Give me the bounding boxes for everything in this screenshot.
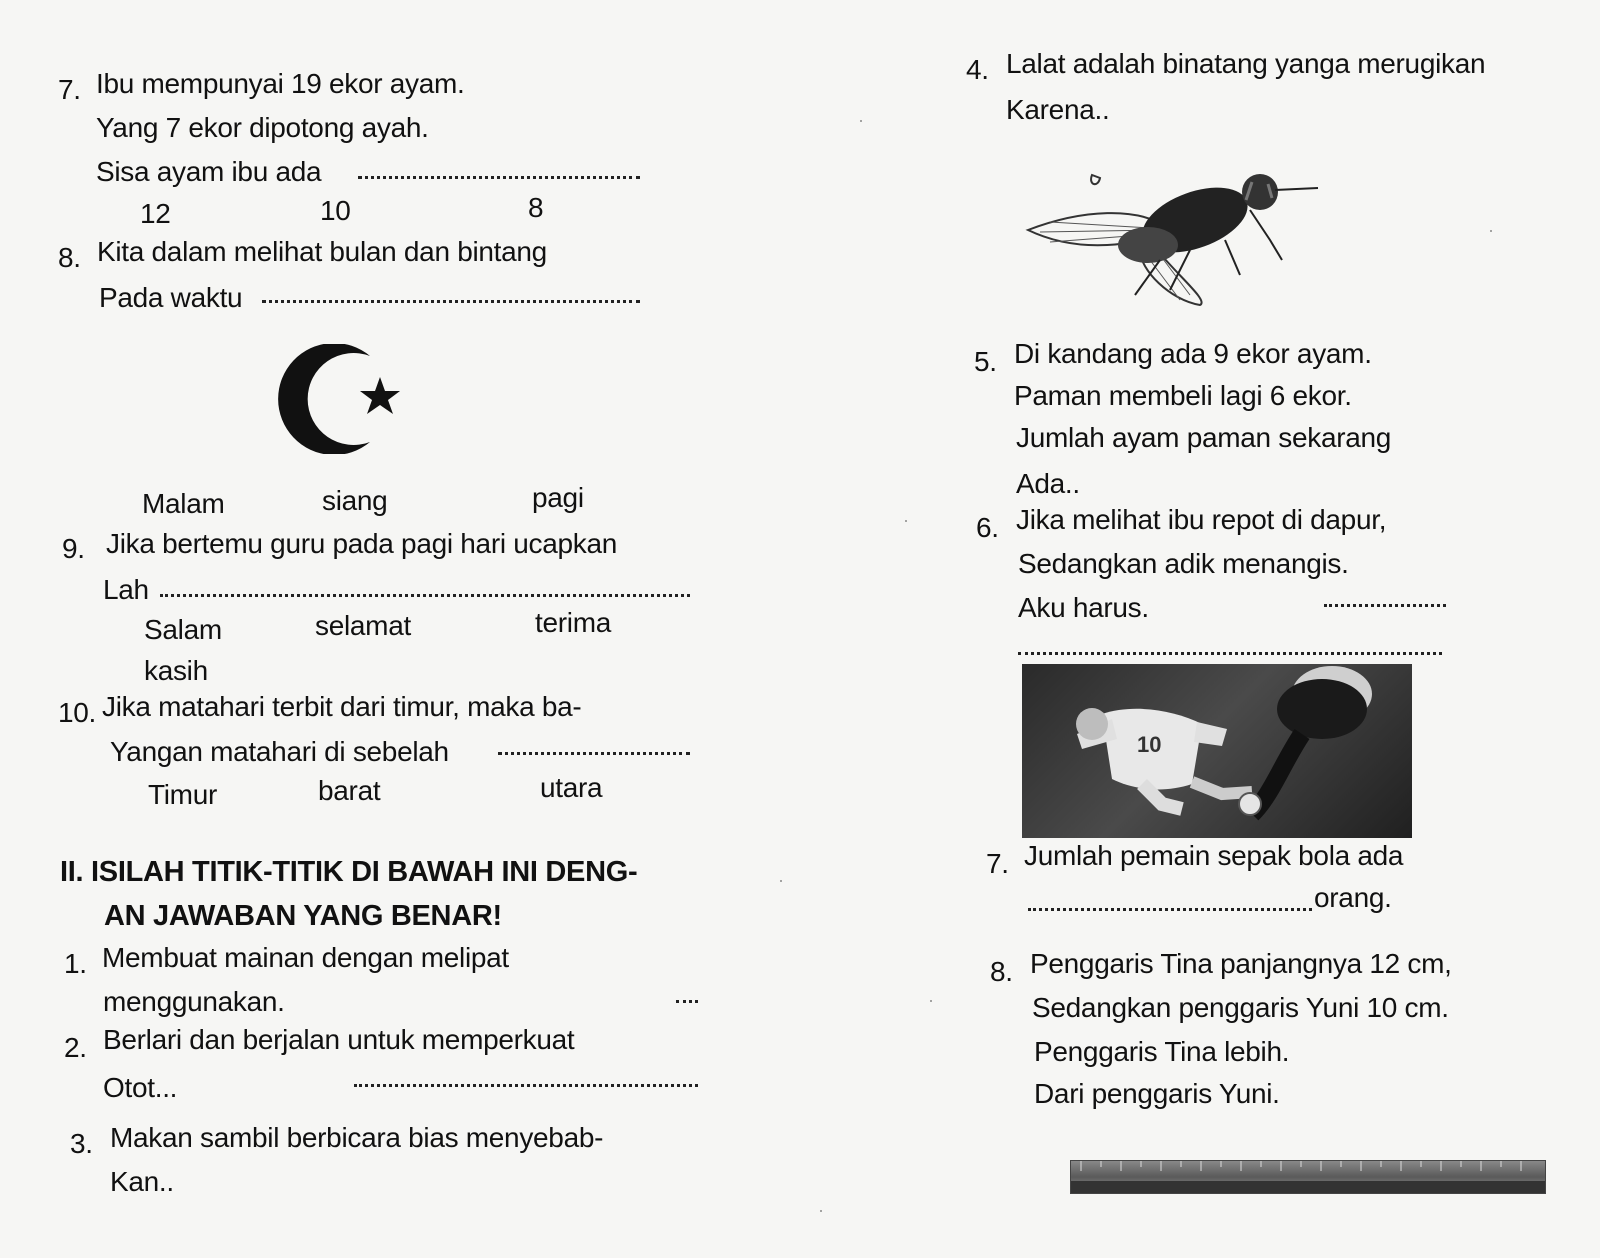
question-number: 5. bbox=[974, 346, 997, 377]
answer-blank[interactable] bbox=[1028, 908, 1312, 911]
answer-blank[interactable] bbox=[676, 1000, 698, 1003]
question-number: 2. bbox=[64, 1032, 87, 1063]
question-text: Ibu mempunyai 19 ekor ayam. bbox=[96, 68, 465, 99]
question-text: Berlari dan berjalan untuk memperkuat bbox=[103, 1024, 575, 1055]
answer-blank[interactable] bbox=[262, 300, 640, 303]
question-text: Otot... bbox=[103, 1072, 178, 1103]
question-number: 7. bbox=[986, 848, 1009, 879]
answer-option: 12 bbox=[140, 198, 171, 229]
answer-option: barat bbox=[318, 775, 381, 806]
question-text: Yang 7 ekor dipotong ayah. bbox=[96, 112, 429, 143]
question-text: Jumlah ayam paman sekarang bbox=[1016, 422, 1392, 453]
question-text: Dari penggaris Yuni. bbox=[1034, 1078, 1280, 1109]
question-number: 8. bbox=[990, 956, 1013, 987]
section-heading: II. ISILAH TITIK-TITIK DI BAWAH INI DENG- bbox=[60, 856, 638, 888]
question-text: Jika melihat ibu repot di dapur, bbox=[1016, 504, 1387, 535]
housefly-illustration bbox=[1020, 160, 1330, 310]
ruler-illustration bbox=[1070, 1160, 1546, 1194]
answer-option: Salam bbox=[144, 614, 222, 645]
question-number: 7. bbox=[58, 74, 81, 105]
question-text: Di kandang ada 9 ekor ayam. bbox=[1014, 338, 1372, 369]
question-number: 6. bbox=[976, 512, 999, 543]
question-text: Membuat mainan dengan melipat bbox=[102, 942, 509, 973]
answer-option: utara bbox=[540, 772, 603, 803]
question-text: Aku harus. bbox=[1018, 592, 1149, 623]
question-text: Pada waktu bbox=[99, 282, 243, 313]
question-text: Lalat adalah binatang yanga merugikan bbox=[1006, 48, 1486, 79]
answer-blank[interactable] bbox=[1018, 652, 1442, 655]
scan-speck bbox=[905, 520, 907, 522]
soccer-players-photo bbox=[1022, 664, 1412, 838]
answer-option: 10 bbox=[320, 195, 351, 226]
question-text: Makan sambil berbicara bias menyebab- bbox=[110, 1122, 604, 1153]
question-text: menggunakan. bbox=[103, 986, 285, 1017]
answer-option: pagi bbox=[532, 482, 584, 513]
question-text: Lah bbox=[103, 574, 149, 605]
question-text: Kita dalam melihat bulan dan bintang bbox=[97, 236, 547, 267]
question-text: Penggaris Tina panjangnya 12 cm, bbox=[1030, 948, 1452, 979]
answer-option: 8 bbox=[528, 192, 544, 223]
question-number: 8. bbox=[58, 242, 81, 273]
question-text: Sedangkan adik menangis. bbox=[1018, 548, 1349, 579]
question-text: Sedangkan penggaris Yuni 10 cm. bbox=[1032, 992, 1449, 1023]
section-heading: AN JAWABAN YANG BENAR! bbox=[104, 900, 502, 932]
answer-option: selamat bbox=[315, 610, 411, 641]
answer-blank[interactable] bbox=[354, 1084, 698, 1087]
jersey-number: 10 bbox=[1137, 732, 1162, 757]
scan-speck bbox=[860, 120, 862, 122]
question-number: 1. bbox=[64, 948, 87, 979]
answer-option: Malam bbox=[142, 488, 225, 519]
answer-blank[interactable] bbox=[498, 752, 690, 755]
answer-option: Timur bbox=[148, 779, 218, 810]
answer-option: siang bbox=[322, 485, 388, 516]
question-number: 10. bbox=[58, 697, 97, 728]
ruler-ticks bbox=[1071, 1161, 1545, 1193]
question-text: Karena.. bbox=[1006, 94, 1110, 125]
answer-blank[interactable] bbox=[1324, 604, 1446, 607]
question-number: 3. bbox=[70, 1128, 93, 1159]
answer-option-wrap: kasih bbox=[144, 655, 208, 686]
scan-speck bbox=[820, 1210, 822, 1212]
question-text: Sisa ayam ibu ada bbox=[96, 156, 322, 187]
question-text: Paman membeli lagi 6 ekor. bbox=[1014, 380, 1352, 411]
crescent-moon-star-icon bbox=[230, 344, 420, 454]
answer-blank[interactable] bbox=[160, 594, 690, 597]
answer-blank[interactable] bbox=[358, 176, 640, 179]
scan-speck bbox=[780, 880, 782, 882]
scan-speck bbox=[1490, 230, 1492, 232]
question-text: Penggaris Tina lebih. bbox=[1034, 1036, 1290, 1067]
question-text: Jika matahari terbit dari timur, maka ba- bbox=[102, 691, 582, 722]
question-text: Jumlah pemain sepak bola ada bbox=[1024, 840, 1404, 871]
answer-option: terima bbox=[535, 607, 611, 638]
question-text: Yangan matahari di sebelah bbox=[110, 736, 449, 767]
question-text: Kan.. bbox=[110, 1166, 174, 1197]
question-number: 9. bbox=[62, 533, 85, 564]
question-text: Jika bertemu guru pada pagi hari ucapkan bbox=[106, 528, 618, 559]
question-number: 4. bbox=[966, 54, 989, 85]
question-text: Ada.. bbox=[1016, 468, 1080, 499]
soccer-scene bbox=[1022, 664, 1412, 838]
question-text: orang. bbox=[1314, 882, 1392, 913]
scan-speck bbox=[930, 1000, 932, 1002]
